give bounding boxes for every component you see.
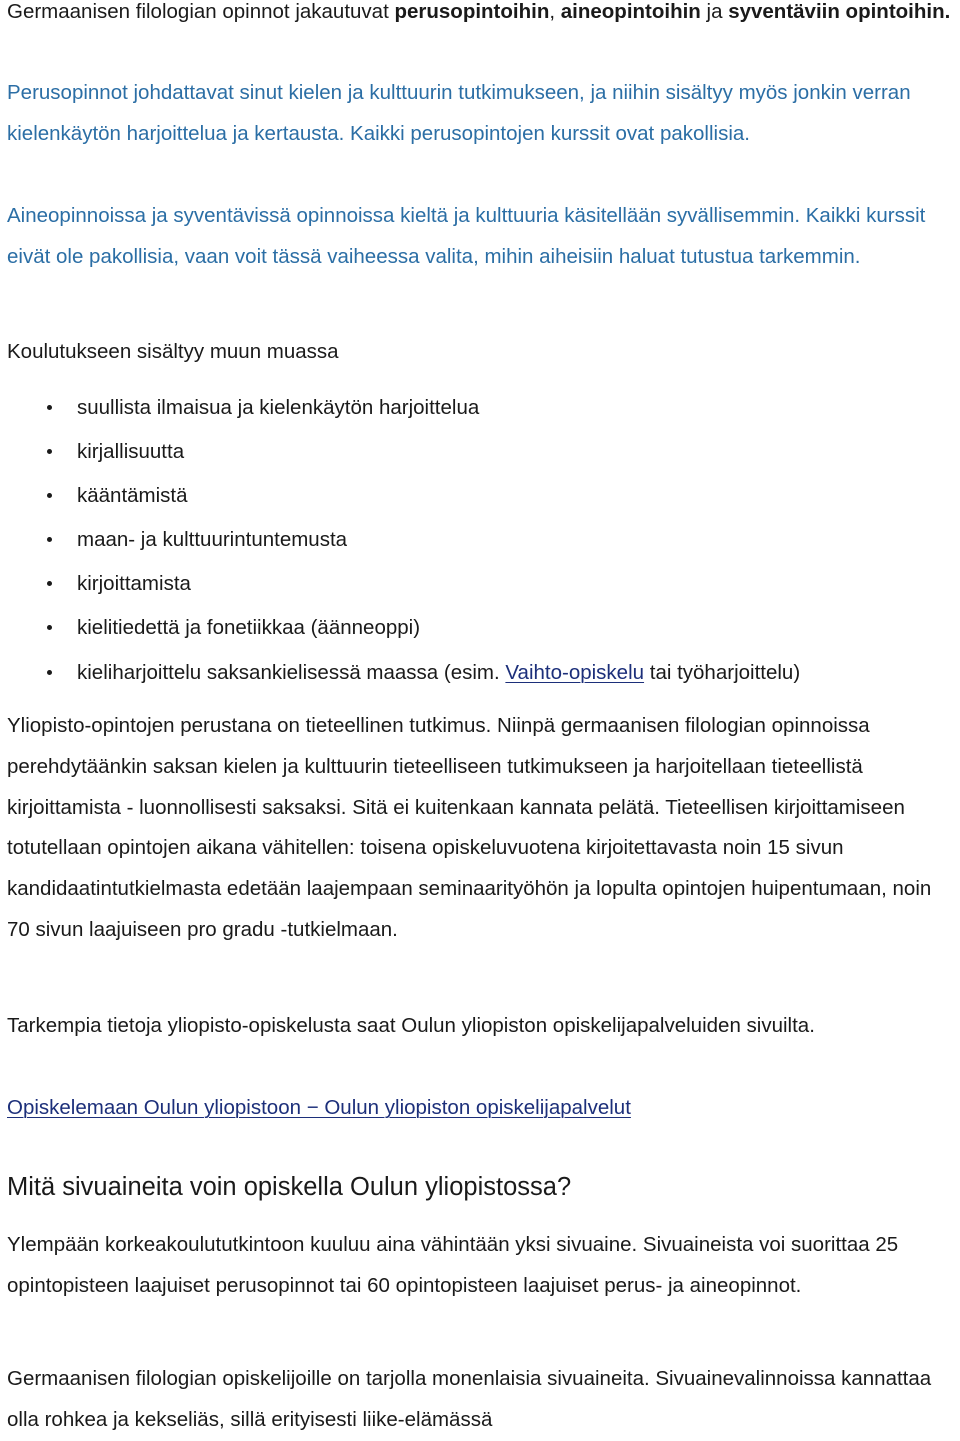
list-item-text: tai työharjoittelu) (644, 660, 801, 684)
intro-paragraph-advanced-studies: Aineopinnoissa ja syventävissä opinnoissa kieltä ja kulttuuria käsitellään syvällisemmin. Kaikki kurssit eivät ole pakollisia, vaan voit tässä vaiheessa valita, mihin aiheisiin haluat tutustua tarkemmin. (7, 204, 926, 268)
intro-text: Germaanisen filologian opinnot jakautuvat (7, 0, 395, 23)
intro-text: ja (700, 0, 729, 23)
curriculum-intro: Koulutukseen sisältyy muun muassa (7, 340, 339, 363)
list-item: maan- ja kulttuurintuntemusta (7, 518, 956, 562)
minor-subjects-heading: Mitä sivuaineita voin opiskella Oulun yliopistossa? (7, 1173, 572, 1201)
minor-subjects-paragraph: Ylempään korkeakoulututkintoon kuuluu aina vähintään yksi sivuaine. Sivuaineista voi suorittaa 25 opintopisteen laajuiset perusopinnot tai 60 opintopisteen laajuiset perus- ja aineopinnot. (7, 1233, 899, 1297)
minor-subjects-options-paragraph: Germaanisen filologian opiskelijoille on tarjolla monenlaisia sivuaineita. Sivuainevalinnoissa kannattaa olla rohkea ja kekseliäs, sillä erityisesti liike-elämässä (7, 1367, 932, 1431)
list-item: kirjallisuutta (7, 430, 956, 474)
advanced-studies-term: syventäviin opintoihin. (728, 0, 951, 23)
exchange-studies-link[interactable]: Vaihto-opiskelu (505, 660, 645, 684)
list-item: kirjoittamista (7, 562, 956, 606)
basic-studies-term: perusopintoihin (394, 0, 550, 23)
basic-studies-text: Perusopinnot johdattavat sinut kielen ja kulttuurin tutkimukseen, ja niihin sisältyy myös jonkin verran kielenkäytön harjoittelua ja kertausta. (7, 81, 911, 145)
list-item: suullista ilmaisua ja kielenkäytön harjoittelua (7, 386, 956, 430)
intro-paragraph-structure (7, 0, 956, 33)
list-item: kääntämistä (7, 474, 956, 518)
intro-paragraph-basic-studies (7, 73, 956, 155)
intermediate-studies-term: aineopintoihin (560, 0, 701, 23)
list-item (7, 651, 956, 695)
basic-studies-mandatory-text: Kaikki perusopintojen kurssit ovat pakollisia. (350, 121, 750, 145)
curriculum-list (7, 386, 956, 695)
intro-text: , (549, 0, 561, 23)
research-paragraph: Yliopisto-opintojen perustana on tieteellinen tutkimus. Niinpä germaanisen filologian opinnoissa perehdytäänkin saksan kielen ja kulttuurin tieteelliseen tutkimukseen ja harjoitellaan tieteellistä kirjoittamista - luonnollisesti saksaksi. Sitä ei kuitenkaan kannata pelätä. Tieteellisen kirjoittamiseen totutellaan opintojen aikana vähitellen: toisena opiskeluvuotena kirjoitettavasta noin 15 sivun kandidaatintutkielmasta edetään laajempaan seminaarityöhön ja lopulta opintojen huipentumaan, noin 70 sivun laajuiseen pro gradu -tutkielmaan. (7, 714, 932, 941)
list-item-text: kieliharjoittelu saksankielisessä maassa (esim. (77, 660, 506, 684)
list-item: kielitiedettä ja fonetiikkaa (äänneoppi) (7, 606, 956, 650)
services-link-paragraph (7, 1088, 956, 1129)
more-info-paragraph: Tarkempia tietoja yliopisto-opiskelusta saat Oulun yliopiston opiskelijapalveluiden sivuilta. (7, 1014, 815, 1037)
student-services-link[interactable]: Opiskelemaan Oulun yliopistoon − Oulun yliopiston opiskelijapalvelut (7, 1096, 631, 1119)
